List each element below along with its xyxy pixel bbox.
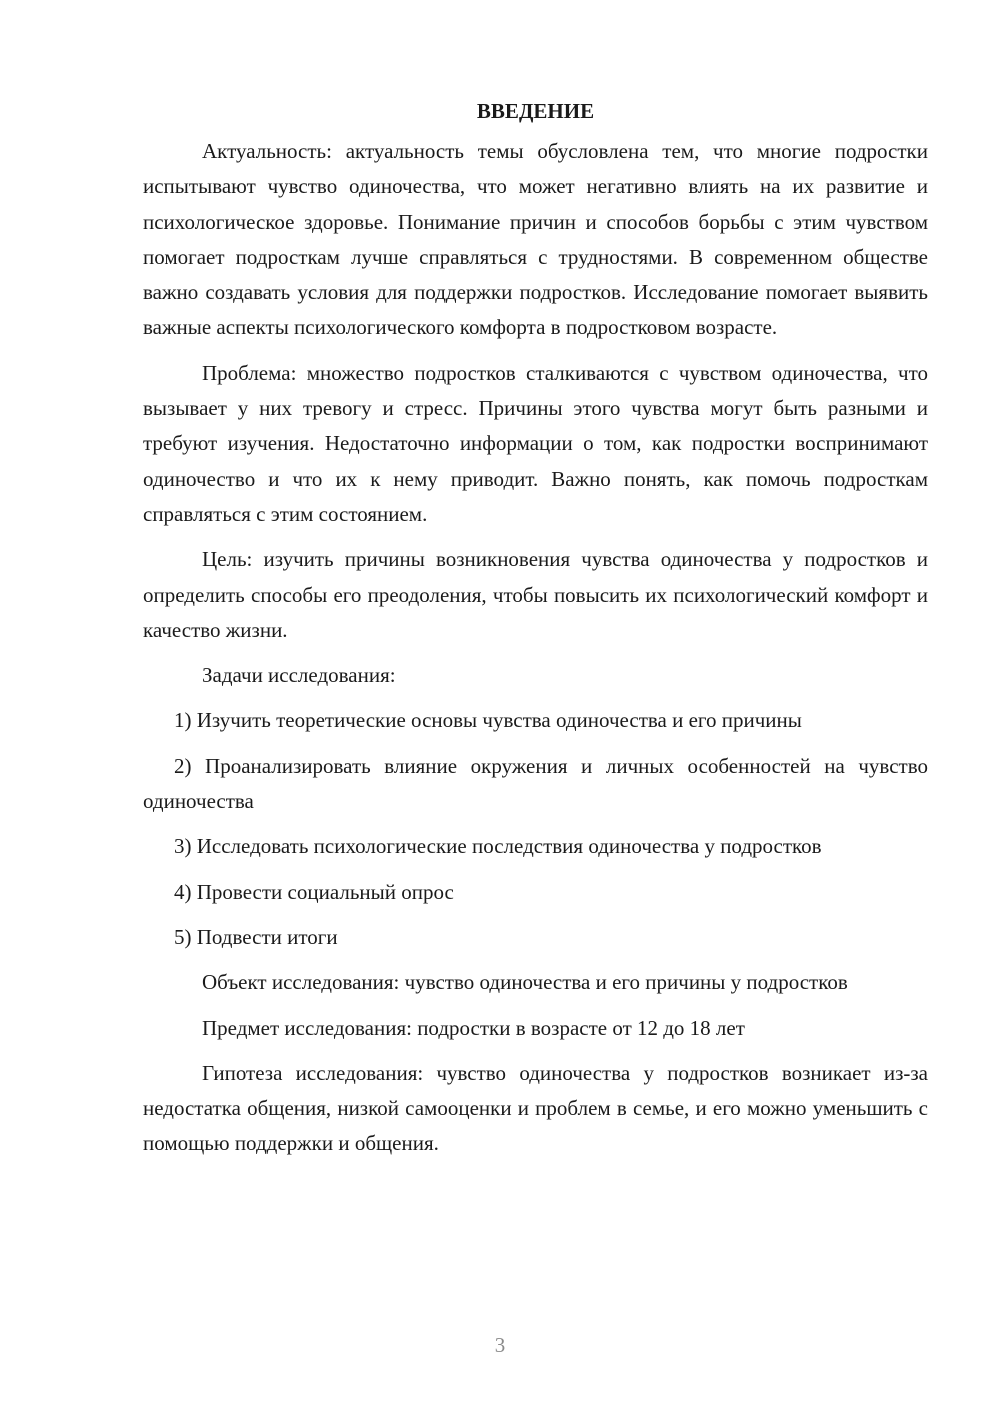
task-item-4: 4) Провести социальный опрос [174, 879, 454, 904]
paragraph-relevance: Актуальность: актуальность темы обусловлена тем, что многие подростки испытывают чувство одиночества, что может негативно влиять на их развитие и психологическое здоровье. Понимание причин и способов борьбы с этим чувством помогает подросткам лучше справляться с трудностями. В современном обществе важно создавать условия для поддержки подростков. Исследование помогает выявить важные аспекты психологического комфорта в подростковом возрасте. [143, 139, 928, 340]
page-number: 3 [494, 1333, 506, 1357]
paragraph-object: Объект исследования: чувство одиночества и его причины у подростков [202, 970, 848, 995]
task-item-1: 1) Изучить теоретические основы чувства одиночества и его причины [174, 708, 802, 733]
paragraph-hypothesis: Гипотеза исследования: чувство одиночества у подростков возникает из-за недостатка общения, низкой самооценки и проблем в семье, и его можно уменьшить с помощью поддержки и общения. [143, 1060, 928, 1156]
section-title: ВВЕДЕНИЕ [476, 99, 595, 123]
task-item-5: 5) Подвести итоги [174, 924, 338, 949]
tasks-heading: Задачи исследования: [202, 663, 396, 688]
paragraph-problem: Проблема: множество подростков сталкиваются с чувством одиночества, что вызывает у них тревогу и стресс. Причины этого чувства могут быть разными и требуют изучения. Недостаточно информации о том, как подростки воспринимают одиночество и что их к нему приводит. Важно понять, как помочь подросткам справляться с этим состоянием. [143, 360, 928, 526]
task-item-2: 2) Проанализировать влияние окружения и личных особенностей на чувство одиночества [143, 753, 928, 814]
paragraph-goal: Цель: изучить причины возникновения чувства одиночества у подростков и определить способы его преодоления, чтобы повысить их психологический комфорт и качество жизни. [143, 547, 928, 642]
page-content [143, 96, 928, 1172]
task-item-3: 3) Исследовать психологические последствия одиночества у подростков [174, 834, 822, 859]
paragraph-subject: Предмет исследования: подростки в возрасте от 12 до 18 лет [202, 1015, 745, 1040]
